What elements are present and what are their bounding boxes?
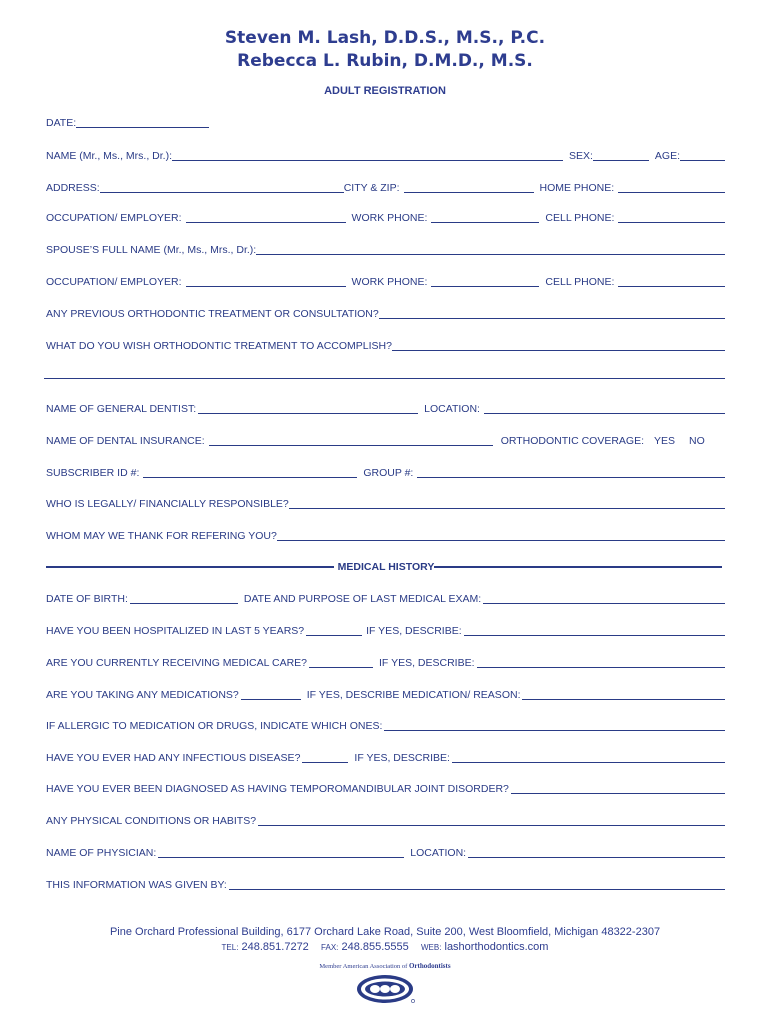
general-dentist-label: NAME OF GENERAL DENTIST: xyxy=(46,403,197,415)
aao-logo-icon xyxy=(354,973,416,1005)
physician-location-field[interactable] xyxy=(468,847,725,858)
responsible-label: WHO IS LEGALLY/ FINANCIALLY RESPONSIBLE? xyxy=(46,498,289,510)
previous-treatment-row xyxy=(46,304,725,320)
age-label: AGE: xyxy=(654,150,680,162)
infectious-row xyxy=(46,748,725,764)
infectious-describe-field[interactable] xyxy=(452,752,725,763)
occupation-row xyxy=(46,208,725,224)
physician-label: NAME OF PHYSICIAN: xyxy=(46,847,157,859)
wish-field[interactable] xyxy=(392,340,725,351)
conditions-field[interactable] xyxy=(258,815,725,826)
work-phone-field[interactable] xyxy=(431,212,539,223)
last-exam-field[interactable] xyxy=(483,593,725,604)
medications-row xyxy=(46,685,725,701)
heading-rule-right xyxy=(434,566,722,568)
location-field[interactable] xyxy=(484,403,725,414)
address-row xyxy=(46,178,725,194)
spouse-field[interactable] xyxy=(256,244,725,255)
insurance-label: NAME OF DENTAL INSURANCE: xyxy=(46,435,205,447)
coverage-no-option[interactable]: NO xyxy=(689,435,705,447)
tmj-field[interactable] xyxy=(511,783,725,794)
wish-continuation-line[interactable] xyxy=(44,378,725,379)
spouse-occupation-field[interactable] xyxy=(186,276,346,287)
wish-label: WHAT DO YOU WISH ORTHODONTIC TREATMENT TO ACCOMPLISH? xyxy=(46,340,392,352)
date-field[interactable] xyxy=(76,117,209,128)
name-row xyxy=(46,146,725,162)
medication-reason-label: IF YES, DESCRIBE MEDICATION/ REASON: xyxy=(306,689,521,701)
spouse-work-phone-label: WORK PHONE: xyxy=(351,276,428,288)
allergic-field[interactable] xyxy=(384,720,725,731)
allergic-label: IF ALLERGIC TO MEDICATION OR DRUGS, INDICATE WHICH ONES: xyxy=(46,720,383,732)
hospitalized-label: HAVE YOU BEEN HOSPITALIZED IN LAST 5 YEARS? xyxy=(46,625,305,637)
name-field[interactable] xyxy=(172,150,563,161)
last-exam-label: DATE AND PURPOSE OF LAST MEDICAL EXAM: xyxy=(243,593,482,605)
group-label: GROUP #: xyxy=(363,467,414,479)
referral-label: WHOM MAY WE THANK FOR REFERING YOU? xyxy=(46,530,277,542)
dob-row xyxy=(46,589,725,605)
physician-location-label: LOCATION: xyxy=(410,847,467,859)
previous-treatment-label: ANY PREVIOUS ORTHODONTIC TREATMENT OR CONSULTATION? xyxy=(46,308,379,320)
member-line xyxy=(0,962,770,970)
doctor-name-2: Rebecca L. Rubin, D.M.D., M.S. xyxy=(237,51,533,71)
age-field[interactable] xyxy=(680,150,725,161)
cell-phone-label: CELL PHONE: xyxy=(545,212,615,224)
medical-care-describe-label: IF YES, DESCRIBE: xyxy=(379,657,475,669)
medical-history-heading xyxy=(46,560,722,574)
subscriber-field[interactable] xyxy=(143,467,357,478)
medical-history-title: MEDICAL HISTORY xyxy=(337,561,435,573)
occupation-label: OCCUPATION/ EMPLOYER: xyxy=(46,212,182,224)
hospitalized-row xyxy=(46,621,725,637)
physician-field[interactable] xyxy=(158,847,404,858)
form-title: ADULT REGISTRATION xyxy=(324,85,446,97)
general-dentist-row xyxy=(46,399,725,415)
insurance-field[interactable] xyxy=(209,435,493,446)
subscriber-row xyxy=(46,463,725,479)
date-label: DATE: xyxy=(46,117,77,129)
footer-contact xyxy=(0,941,770,953)
insurance-row xyxy=(46,431,725,447)
tel-number: 248.851.7272 xyxy=(241,941,309,953)
member-label: Member xyxy=(319,963,342,970)
hospitalized-describe-field[interactable] xyxy=(464,625,725,636)
conditions-label: ANY PHYSICAL CONDITIONS OR HABITS? xyxy=(46,815,257,827)
spouse-cell-phone-field[interactable] xyxy=(618,276,725,287)
member-org: American Association of xyxy=(342,963,409,970)
spouse-row xyxy=(46,240,725,256)
sex-field[interactable] xyxy=(593,150,649,161)
infectious-answer-field[interactable] xyxy=(302,752,348,763)
given-by-label: THIS INFORMATION WAS GIVEN BY: xyxy=(46,879,227,891)
fax-label: FAX: xyxy=(321,943,339,952)
responsible-row xyxy=(46,494,725,510)
website: lashorthodontics.com xyxy=(444,941,549,953)
group-field[interactable] xyxy=(417,467,725,478)
referral-field[interactable] xyxy=(277,530,725,541)
medications-label: ARE YOU TAKING ANY MEDICATIONS? xyxy=(46,689,239,701)
spouse-occupation-row xyxy=(46,272,725,288)
general-dentist-field[interactable] xyxy=(198,403,418,414)
city-zip-label: CITY & ZIP: xyxy=(343,182,400,194)
name-label: NAME (Mr., Ms., Mrs., Dr.): xyxy=(46,150,172,162)
medical-care-describe-field[interactable] xyxy=(477,657,725,668)
wish-row xyxy=(46,336,725,352)
tmj-row xyxy=(46,779,725,795)
doctor-name-1: Steven M. Lash, D.D.S., M.S., P.C. xyxy=(224,28,546,48)
dob-label: DATE OF BIRTH: xyxy=(46,593,128,605)
home-phone-field[interactable] xyxy=(618,182,725,193)
tel-label: TEL: xyxy=(221,943,239,952)
member-org-bold: Orthodontists xyxy=(408,962,451,970)
address-field[interactable] xyxy=(100,182,344,193)
spouse-work-phone-field[interactable] xyxy=(431,276,539,287)
responsible-field[interactable] xyxy=(289,498,725,509)
home-phone-label: HOME PHONE: xyxy=(539,182,615,194)
medical-care-label: ARE YOU CURRENTLY RECEIVING MEDICAL CARE? xyxy=(46,657,308,669)
subscriber-label: SUBSCRIBER ID #: xyxy=(46,467,140,479)
dob-field[interactable] xyxy=(130,593,238,604)
given-by-row xyxy=(46,875,725,891)
sex-label: SEX: xyxy=(568,150,593,162)
heading-rule-left xyxy=(46,566,334,568)
hospitalized-answer-field[interactable] xyxy=(306,625,362,636)
occupation-field[interactable] xyxy=(186,212,346,223)
fax-number: 248.855.5555 xyxy=(341,941,409,953)
referral-row xyxy=(46,526,725,542)
medical-care-row xyxy=(46,653,725,669)
physician-row xyxy=(46,843,725,859)
conditions-row xyxy=(46,811,725,827)
web-label: WEB: xyxy=(420,943,442,952)
spouse-occupation-label: OCCUPATION/ EMPLOYER: xyxy=(46,276,182,288)
ortho-coverage-label: ORTHODONTIC COVERAGE: xyxy=(500,435,645,447)
cell-phone-field[interactable] xyxy=(618,212,725,223)
allergic-row xyxy=(46,716,725,732)
spouse-label: SPOUSE’S FULL NAME (Mr., Ms., Mrs., Dr.): xyxy=(46,244,257,256)
date-row xyxy=(46,113,725,129)
previous-treatment-field[interactable] xyxy=(379,308,725,319)
coverage-yes-option[interactable]: YES xyxy=(654,435,676,447)
medical-care-answer-field[interactable] xyxy=(309,657,373,668)
location-label: LOCATION: xyxy=(424,403,480,415)
tmj-label: HAVE YOU EVER BEEN DIAGNOSED AS HAVING TEMPOROMANDIBULAR JOINT DISORDER? xyxy=(46,783,509,795)
work-phone-label: WORK PHONE: xyxy=(351,212,428,224)
footer-address: Pine Orchard Professional Building, 6177 Orchard Lake Road, Suite 200, West Bloomfield, Michigan 48322-2307 xyxy=(109,926,661,938)
infectious-label: HAVE YOU EVER HAD ANY INFECTIOUS DISEASE? xyxy=(46,752,301,764)
city-zip-field[interactable] xyxy=(404,182,534,193)
given-by-field[interactable] xyxy=(229,879,725,890)
medications-answer-field[interactable] xyxy=(241,689,301,700)
hospitalized-describe-label: IF YES, DESCRIBE: xyxy=(366,625,462,637)
medication-reason-field[interactable] xyxy=(522,689,725,700)
address-label: ADDRESS: xyxy=(46,182,100,194)
spouse-cell-phone-label: CELL PHONE: xyxy=(545,276,615,288)
infectious-describe-label: IF YES, DESCRIBE: xyxy=(354,752,450,764)
